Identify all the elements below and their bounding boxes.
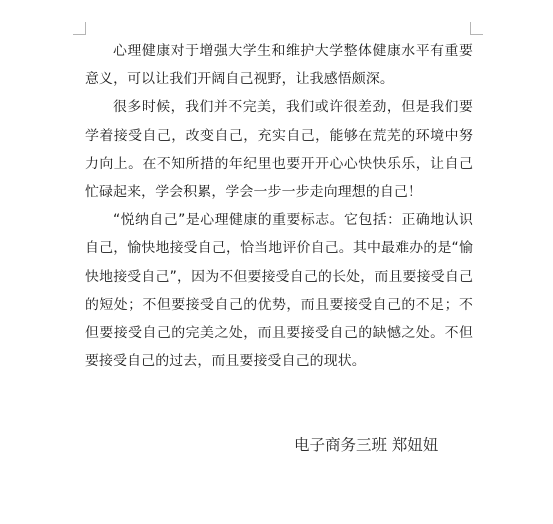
paragraph-2: 很多时候，我们并不完美，我们或许很差劲，但是我们要学着接受自己，改变自己，充实自己，能够在荒芜的环境中努力向上。在不知所措的年纪里也要开开心心快快乐乐，让自己忙碌起来，学会积累，学会一步一步走向理想的自己！: [85, 99, 473, 201]
author-signature: 电子商务三班 郑妞妞: [294, 436, 439, 454]
document-body[interactable]: [85, 37, 473, 375]
paragraph-1: 心理健康对于增强大学生和维护大学整体健康水平有重要意义，可以让我们开阔自己视野，让我感悟颇深。: [85, 43, 473, 88]
paragraph-3: “悦纳自己”是心理健康的重要标志。它包括：正确地认识自己，愉快地接受自己，恰当地评价自己。其中最难办的是“愉快地接受自己”，因为不但要接受自己的长处，而且要接受自己的短处；不但要接受自己的优势，而且要接受自己的不足；不但要接受自己的完美之处，而且要接受自己的缺憾之处。不但要接受自己的过去，而且要接受自己的现状。: [85, 212, 473, 370]
crop-mark-top-left: [73, 22, 86, 35]
crop-mark-top-right: [470, 22, 483, 35]
